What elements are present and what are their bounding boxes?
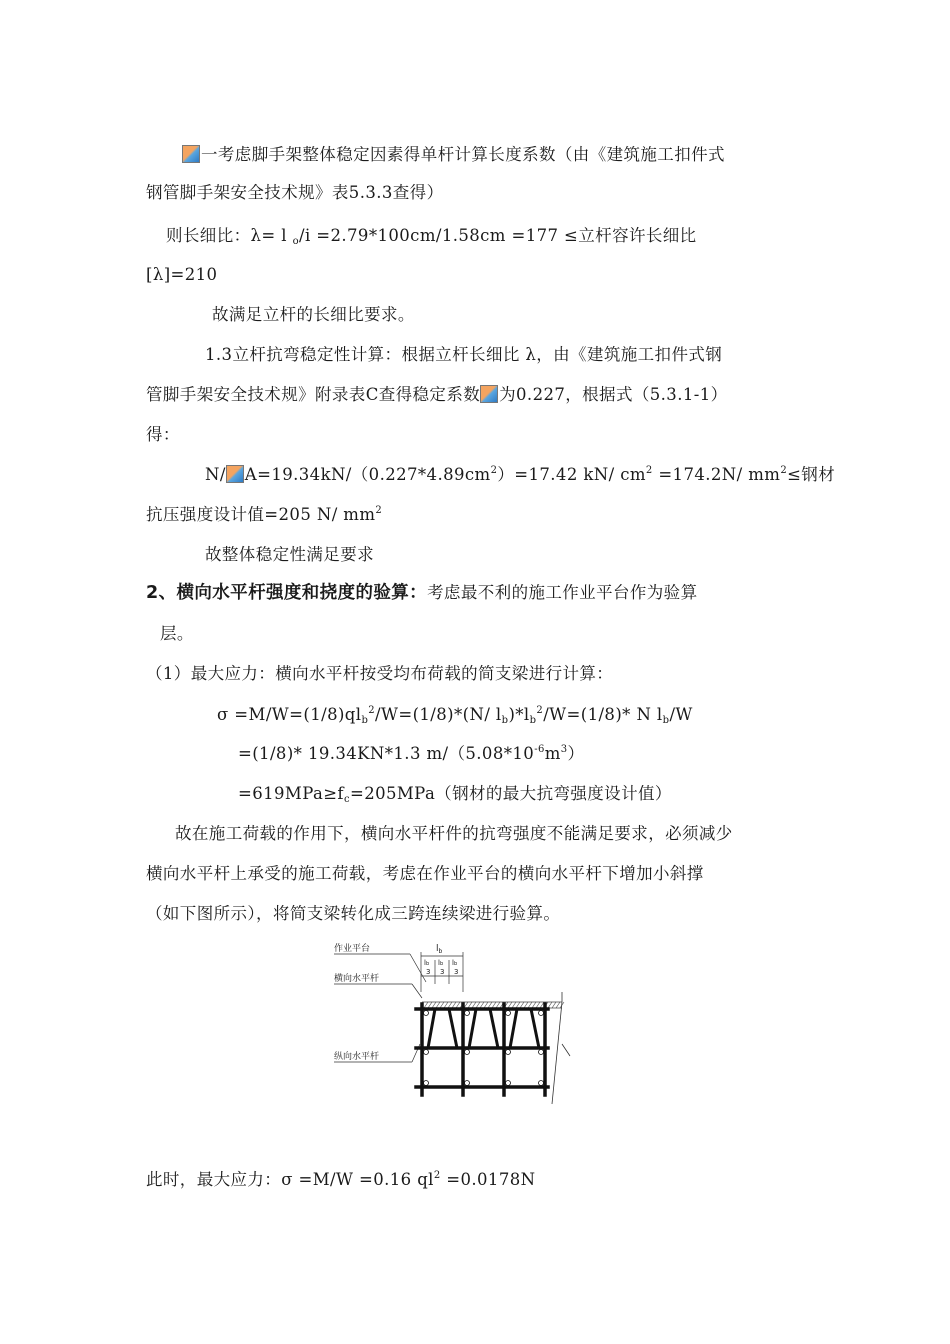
para-coefficient-line2: 钢管脚手架安全技术规》表5.3.3查得） [146,183,444,202]
formula-line1: $\sigma =M/W=(1/8)ql_b^2/W=(1/8)*(N/$ $l_b)*l_b^2/W=(1/8)*$ N $l_b/W$ [217,705,693,726]
stress-formula-line2: 抗压强度设计值=205 N/ $mm^2$ [146,505,383,524]
stability-calc-line2: 管脚手架安全技术规》附录表C查得稳定系数 为0.227，根据式（5.3.1-1） [146,385,728,404]
final-stress-line: 此时，最大应力：σ =M/W =0.16 $ql^2 =0.0178N$ [146,1170,536,1189]
section-heading: 2、横向水平杆强度和挠度的验算：考虑最不利的施工作业平台作为验算 [146,583,698,603]
scaffold-diagram [330,932,580,1108]
label-longitudinal-bar: 纵向水平杆 [334,1052,380,1062]
section-heading-cont: 层。 [160,624,194,643]
slenderness-line1: 则长细比：λ= l $_o$/i =2.79*100cm/1.58cm =177 ≤立杆容许长细比 [166,226,697,247]
para-coefficient-line1: 一考虑脚手架整体稳定因素得单杆计算长度系数（由《建筑施工扣件式 [182,143,725,167]
dim-lb: $l_b$ [436,944,443,955]
label-transverse-bar: 横向水平杆 [334,974,380,984]
stability-calc-line3: 得： [146,425,180,444]
symbol-image-icon [182,145,200,163]
dim-third-1: lb [424,959,430,967]
phi-symbol-icon [226,465,244,483]
max-stress-intro: （1）最大应力：横向水平杆按受均布荷载的简支梁进行计算： [146,664,614,683]
dim-third-1-den: 3 [426,968,431,976]
stability-calc-line1: 1.3立杆抗弯稳定性计算：根据立杆长细比 λ，由《建筑施工扣件式钢 [205,345,723,364]
dim-third-2-den: 3 [440,968,445,976]
stability-conclusion: 故整体稳定性满足要求 [205,545,374,564]
dim-third-3: lb [452,959,458,967]
conclusion-line3: （如下图所示），将简支梁转化成三跨连续梁进行验算。 [146,904,561,923]
phi-symbol-icon [480,385,498,403]
conclusion-line2: 横向水平杆上承受的施工荷载，考虑在作业平台的横向水平杆下增加小斜撑 [146,864,704,883]
conclusion-line1: 故在施工荷载的作用下，横向水平杆件的抗弯强度不能满足要求，必须减少 [175,824,733,843]
dim-third-2: lb [438,959,444,967]
dim-third-3-den: 3 [454,968,459,976]
formula-line2: =(1/8)* 19.34KN*1.3 $m/(5.08*10^{-6}m^3)$ [238,744,585,763]
slenderness-line2: [λ]=210 [146,265,218,284]
label-platform: 作业平台 [334,944,371,954]
slenderness-conclusion: 故满足立杆的长细比要求。 [212,305,415,324]
formula-line3: $=619MPa\ge f_c=205MPa$（钢材的最大抗弯强度设计值） [238,784,672,805]
stress-formula-line1: N/ $A=19.34kN/(0.227*4.89cm^2)=17.42$ kN/ $cm^2 =174.2N/$ $mm^2\le$钢材 [205,465,836,484]
